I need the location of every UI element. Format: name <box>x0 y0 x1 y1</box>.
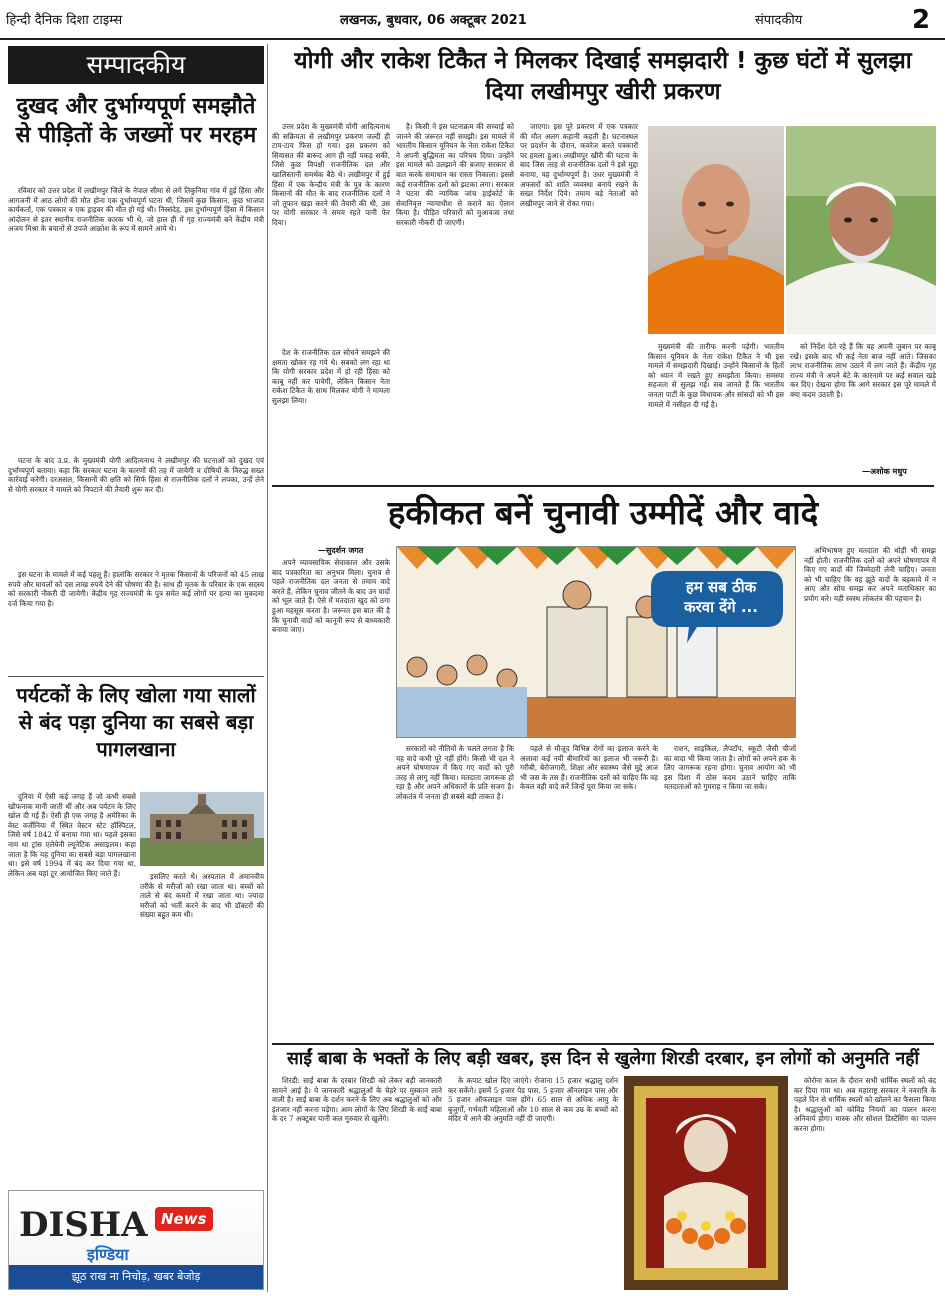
yogi-photo <box>648 126 784 334</box>
editorial-body-2 <box>8 456 264 564</box>
disha-news-ad[interactable] <box>8 1190 264 1290</box>
divider <box>8 676 264 677</box>
lead-author: —अशोक मधुप <box>862 466 907 476</box>
ad-badge: News <box>155 1207 213 1231</box>
main-paragraph: अभिभाषण हुए मतदाता की थोड़ी भी समझ नहीं होती। राजनीतिक दलों को अपने घोषणापत्र में किए गए वादों की जिम्मेदारी लेनी चाहिए। जनता को भी चाहिए कि वह झूठे वादों के बहकावे में न आए और सोच समझ कर अपने मताधिकार का प्रयोग करे। यही स्वस्थ लोकतंत्र की पहचान है। <box>804 546 936 603</box>
editorial-body-3 <box>8 570 264 674</box>
editorial-paragraph: इस घटना के मामले में कई पहलू हैं। हालांकि सरकार ने मृतक किसानों के परिजनों को 45 लाख रुपये और घायलों को दस लाख रुपये देने की घोषणा की है। साथ ही मृतक के परिवार के एक सदस्य को सरकारी नौकरी दी जायेगी। केंद्रीय गृह राज्यमंत्री के पुत्र समेत कई लोगों पर हत्या का मुकदमा दर्ज किया गया है। <box>8 570 264 608</box>
cartoon-speech-line: करवा देंगे ... <box>684 598 758 616</box>
main-headline: हकीकत बनें चुनावी उम्मीदें और वादे <box>272 485 934 537</box>
editorial-paragraph: रविवार को उत्तर प्रदेश में लखीमपुर जिले के नेपाल सीमा से लगे तिकुनिया गांव में हुई हिंसा और आगजनी में आठ लोगों की मौत होना एक दुर्भाग्यपूर्ण घटना थी, जिसमें कुछ किसान, कुछ भाजपा कार्यकर्ता, एक पत्रकार व एक ड्राइवर की मौत हो गई थी। निस्संदेह, इस दुर्भाग्यपूर्ण हिंसा में किसान आंदोलन से इतर स्थानीय राजनीतिक कारक भी थे, जो हाल ही में गृह राज्यमंत्री बने केंद्रीय मंत्री अजय मिश्रा के बयानों से उपजे आक्रोश के रूप में सामने आये थे। <box>8 186 264 234</box>
lead-paragraph: मुख्यमंत्री की तारीफ करनी पड़ेगी। भारतीय किसान यूनियन के नेता राकेश टिकैत ने भी इस मामले में समझदारी दिखाई। उन्होंने किसानों के हितों को ध्यान में रखते हुए समझौता किया। समस्या सहजता से सुलझ गई। सब जानते हैं कि भारतीय जनता पार्टी के कुछ विधायक और सांसदों को भी इस मामले में नसीहत दी गई है। <box>648 342 784 409</box>
editorial-body-1 <box>8 186 264 448</box>
shirdi-col-2 <box>448 1076 618 1290</box>
lead-col-1b <box>272 348 390 478</box>
asylum-body-1 <box>8 792 136 1072</box>
lead-paragraph: को निर्देश देते रहे हैं कि वह अपनी जुबान पर काबू रखें। इसके बाद भी कई नेता बाज नहीं आते। जिसका लाभ राजनीतिक लाभ उठाने में लग जाते हैं। केंद्रीय गृह राज्य मंत्री ने अपने बेटे के कारनामे पर कई सवाल खड़े कर दिए। देखना होगा कि आगे सरकार इस पूरे मामले में क्या कदम उठाती है। <box>790 342 936 399</box>
lead-paragraph: देश के राजनीतिक दल सोचने समझने की क्षमता खोकर रह गये थे। सबको लग रहा था कि योगी सरकार प्रदेश में हो रही हिंसा को काबू नहीं कर पायेगी, लेकिन किसान नेता राकेश टिकैत के साथ मिलकर योगी ने मामला सुलझा लिया। <box>272 348 390 405</box>
main-byline: —सुदर्शन जगत <box>318 545 364 555</box>
ad-brand: DISHA <box>19 1205 148 1245</box>
masthead <box>0 0 945 40</box>
shirdi-headline: साईं बाबा के भक्तों के लिए बड़ी खबर, इस दिन से खुलेगा शिरडी दरबार, इन लोगों को अनुमति नहीं <box>272 1043 934 1073</box>
asylum-paragraph: इसलिए करते थे। अस्पताल में अमानवीय तरीके से मरीजों को रखा जाता था। बच्चों को ताले से बंद कमरों में रखा जाता था। ज्यादा मरीजों को भर्ती करने के बाद भी डॉक्टरों की संख्या बहुत कम थी। <box>140 872 264 920</box>
main-paragraph: राशन, साइकिल, लैपटॉप, स्कूटी जैसी चीजों का वादा भी किया जाता है। लोगों को अपने हक के लिए जागरूक रहना होगा। चुनाव आयोग को भी इस दिशा में ठोस कदम उठाने चाहिए ताकि मतदाताओं को गुमराह न किया जा सके। <box>664 744 796 792</box>
section-name: संपादकीय <box>755 13 803 28</box>
lead-col-5 <box>790 342 936 466</box>
main-col-3 <box>520 744 658 1036</box>
paper-name: हिन्दी दैनिक दिशा टाइम्स <box>6 13 123 28</box>
cartoon-speech-line: हम सब ठीक <box>685 578 757 596</box>
main-paragraph: सरकारों को नीतियों के चलते लगता है कि यह वादे कभी पूरे नहीं होंगे। किसी भी दल ने अपने घोषणापत्र में किए गए वादों को पूरी तरह से लागू नहीं किया। मतदाता जागरूक हो रहा है और अपने अधिकारों के प्रति सजग है। लोकतंत्र में जनता ही सबसे बड़ी ताकत है। <box>396 744 514 801</box>
lead-paragraph: है। किसी ने इस घटनाक्रम की सच्चाई को जानने की जरूरत नहीं समझी। इस मामले में भारतीय किसान यूनियन के नेता राकेश टिकैत ने अपनी बुद्धिमता का परिचय दिया। उन्होंने इस मामले को उलझाने की बजाए सरकार से बात करके समाधान का रास्ता निकाला। इससे कई राजनीतिक दलों को झटका लगा। सरकार ने घटना की न्यायिक जांच हाईकोर्ट के सेवानिवृत्त न्यायाधीश से कराने का ऐलान किया है। पीड़ित परिवारों को मुआवजा तथा सरकारी नौकरी दी जाएगी। <box>396 122 514 227</box>
shirdi-paragraph: के कपाट खोल दिए जाएंगे। रोजाना 15 हजार श्रद्धालु दर्शन कर सकेंगे। इसमें 5 हजार पेड पास, 5 हजार ऑनलाइन पास और 5 हजार ऑफलाइन पास होंगे। 65 साल से अधिक आयु के बुजुर्गों, गर्भवती महिलाओं और 10 साल से कम उम्र के बच्चों को मंदिर में आने की अनुमति नहीं दी जाएगी। <box>448 1076 618 1124</box>
shirdi-paragraph: कोरोना काल के दौरान सभी धार्मिक स्थलों को बंद कर दिया गया था। अब महाराष्ट्र सरकार ने नवरात्रि के पहले दिन से धार्मिक स्थलों को खोलने का फैसला किया है। श्रद्धालुओं को कोविड नियमों का पालन करना अनिवार्य होगा। मास्क और सोशल डिस्टेंसिंग का पालन करना होगा। <box>794 1076 936 1133</box>
shirdi-col-1 <box>272 1076 442 1290</box>
sai-baba-photo <box>624 1076 788 1290</box>
lead-col-1 <box>272 122 390 342</box>
tikait-photo <box>786 126 936 334</box>
asylum-headline: पर्यटकों के लिए खोला गया सालों से बंद पड़ा दुनिया का सबसे बड़ा पागलखाना <box>16 683 256 761</box>
editorial-label: सम्पादकीय <box>8 46 264 84</box>
main-col-1 <box>272 558 390 1036</box>
main-paragraph: पहले से मौजूद विभिन्न रोगों का इलाज करने के अलावा कई नयी बीमारियों का इलाज भी जरूरी है। गरीबी, बेरोजगारी, शिक्षा और स्वास्थ्य जैसे मुद्दे आज भी जस के तस हैं। राजनीतिक दलों को चाहिए कि वह केवल वही वादे करें जिन्हें पूरा किया जा सके। <box>520 744 658 792</box>
asylum-body-2 <box>140 872 264 1072</box>
shirdi-col-4 <box>794 1076 936 1290</box>
asylum-photo <box>140 792 264 866</box>
column-divider <box>267 44 268 1292</box>
page-number: 2 <box>911 5 931 35</box>
election-cartoon <box>396 546 796 738</box>
lead-col-3 <box>520 122 638 478</box>
editorial-paragraph: घटना के बाद उ.प्र. के मुख्यमंत्री योगी आदित्यनाथ ने लखीमपुर की घटनाओं को दुखद एवं दुर्भाग्यपूर्ण बताया। कहा कि सरकार घटना के कारणों की तह में जायेगी व दोषियों के विरुद्ध सख्त कार्रवाई करेगी। दरअसल, किसानों की क्षति को सिर्फ हिंसा से राजनीतिक दलों ने लपका, उन्हें लेने से योगी सरकार ने मामले को निपटाने की तैयारी शुरू कर दी। <box>8 456 264 494</box>
main-col-2 <box>396 744 514 1036</box>
main-col-4 <box>664 744 796 1036</box>
main-col-5 <box>804 546 936 1036</box>
cartoon-speech <box>659 577 783 617</box>
date-line: लखनऊ, बुधवार, 06 अक्टूबर 2021 <box>340 13 527 28</box>
editorial-headline: दुखद और दुर्भाग्यपूर्ण समझौते से पीड़ितों के जख्मों पर मरहम <box>15 94 257 148</box>
lead-col-2 <box>396 122 514 478</box>
shirdi-paragraph: शिरडी: साईं बाबा के दरबार शिरडी को लेकर बड़ी जानकारी सामने आई है। ये जानकारी श्रद्धालुओं के चेहरे पर मुस्कान लाने वाली है। साईं बाबा के दर्शन करने के लिए अब श्रद्धालुओं को और इंतजार नहीं करना पड़ेगा। आम लोगों के लिए शिरडी के साईं बाबा के दर 7 अक्टूबर यानी कल गुरुवार से खुलेंगे। <box>272 1076 442 1124</box>
lead-col-4 <box>648 342 784 478</box>
lead-headline: योगी और राकेश टिकैत ने मिलकर दिखाई समझदारी ! कुछ घंटों में सुलझा दिया लखीमपुर खीरी प्रकरण <box>294 48 912 105</box>
lead-paragraph: उत्तर प्रदेश के मुख्यमंत्री योगी आदित्यनाथ की सक्रियता से लखीमपुर प्रकरण जल्दी ही टाय-टाय फिस हो गया। इस प्रकरण को सियासत की बारूद आग ही नहीं पकड़ सकी, जिसे कुछ विपक्षी राजनीतिक दल और खालिस्तानी समर्थक बैठे थे। लखीमपुर में हुई हिंसा में एक केन्द्रीय मंत्री के पुत्र के कारण किसानों की मौत के बाद राजनीतिक दलों ने जो तूफान खड़ा करने की तैयारी की थी, उस पर योगी सरकार ने समय रहते पानी फेर दिया। <box>272 122 390 227</box>
ad-subbrand: इण्डिया <box>87 1245 129 1264</box>
lead-paragraph: जाएगा। इस पूरे प्रकरण में एक पत्रकार की मौत अलग कहानी कहती है। घटनास्थल पर प्रदर्शन के दौरान, कवरेज करते पत्रकारों पर हमला हुआ। लखीमपुर खीरी की घटना के बाद जिस तरह से राजनीतिक दलों ने इसे मुद्दा बनाया, वह दुर्भाग्यपूर्ण है। उधर मुख्यमंत्री ने अफसरों को शांति व्यवस्था बनाये रखने के सख्त निर्देश दिये। तमाम बड़े नेताओं को लखीमपुर जाने से रोका गया। <box>520 122 638 208</box>
main-paragraph: अपने व्यावसायिक सेवाकाल और उसके बाद पत्रकारिता का अनुभव मिला। चुनाव से पहले राजनीतिक दल जनता से तमाम वादे करते हैं, लेकिन चुनाव जीतने के बाद उन वादों को भूल जाते हैं। ऐसे में मतदाता खुद को ठगा हुआ महसूस करता है। जरूरत इस बात की है कि चुनावी वादों को कानूनी रूप से बाध्यकारी बनाया जाए। <box>272 558 390 635</box>
ad-tagline: झूठ राख ना निचोड़, खबर बेजोड़ <box>9 1265 263 1289</box>
asylum-paragraph: दुनिया में ऐसी कई जगह हैं जो कभी सबसे खौफनाक मानी जाती थीं और अब पर्यटन के लिए खोल दी गई हैं। ऐसी ही एक जगह है अमेरिका के वेस्ट वर्जीनिया में स्थित वेस्टन स्टेट हॉस्पिटल, जिसे वर्ष 1842 में बनाया गया था। पहले इसका नाम था ट्रांस एलेघेनी ल्यूनेटिक असाइलम। कहा जाता है कि यह दुनिया का सबसे बड़ा पागलखाना था। इसे वर्ष 1994 में बंद कर दिया गया था, लेकिन अब यहां टूर आयोजित किए जाते हैं। <box>8 792 136 878</box>
